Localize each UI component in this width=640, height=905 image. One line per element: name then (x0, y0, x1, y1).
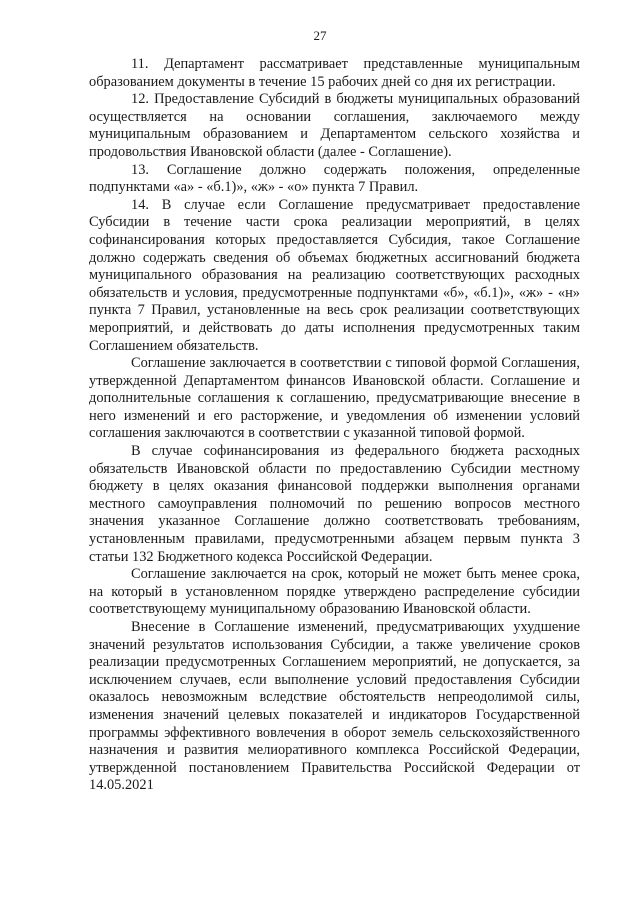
paragraph-agreement-form: Соглашение заключается в соответствии с типовой формой Соглашения, утвержденной Департаментом финансов Ивановской области. Соглашение и дополнительные соглашения к соглашению, предусматривающие внесение в него изменений и его расторжение, и уведомления об изменении условий соглашения заключаются в соответствии с указанной типовой формой. (89, 355, 580, 442)
paragraph-12: 12. Предоставление Субсидий в бюджеты муниципальных образований осуществляется на основании соглашения, заключаемого между муниципальным образованием и Департаментом сельского хозяйства и продовольствия Ивановской области (далее - Соглашение). (89, 91, 580, 160)
paragraph-agreement-changes: Внесение в Соглашение изменений, предусматривающих ухудшение значений результатов использования Субсидии, а также увеличение сроков реализации предусмотренных Соглашением мероприятий, не допускается, за исключением случаев, если выполнение условий предоставления Субсидии оказалось невозможным вследствие обстоятельств непреодолимой силы, изменения значений целевых показателей и индикаторов Государственной программы эффективного вовлечения в оборот земель сельскохозяйственного назначения и развития мелиоративного комплекса Российской Федерации, утвержденной постановлением Правительства Российской Федерации от 14.05.2021 (89, 619, 580, 794)
paragraph-agreement-term: Соглашение заключается на срок, который не может быть менее срока, на который в установленном порядке утверждено распределение субсидии соответствующему муниципальному образованию Ивановской области. (89, 566, 580, 618)
paragraph-14: 14. В случае если Соглашение предусматривает предоставление Субсидии в течение части срока реализации мероприятий, в целях софинансирования которых предоставляется Субсидия, такое Соглашение должно содержать сведения об объемах бюджетных ассигнований бюджета муниципального образования на реализацию соответствующих расходных обязательств и условия, предусмотренные подпунктами «б», «б.1)», «ж» - «н» пункта 7 Правил, установленные на весь срок реализации соответствующих мероприятий, и действовать до даты исполнения предусмотренных таким Соглашением обязательств. (89, 196, 580, 354)
document-body (89, 56, 580, 795)
paragraph-federal-cofinancing: В случае софинансирования из федерального бюджета расходных обязательств Ивановской области по предоставлению Субсидии местному бюджету в целях оказания финансовой поддержки выполнения органами местного самоуправления полномочий по решению вопросов местного значения указанное Соглашение должно соответствовать требованиям, установленным правилами, предусмотренными абзацем первым пункта 3 статьи 132 Бюджетного кодекса Российской Федерации. (89, 443, 580, 565)
page-number: 27 (313, 28, 327, 43)
paragraph-11: 11. Департамент рассматривает представленные муниципальным образованием документы в течение 15 рабочих дней со дня их регистрации. (89, 56, 580, 90)
paragraph-13: 13. Соглашение должно содержать положения, определенные подпунктами «а» - «б.1)», «ж» - «о» пункта 7 Правил. (89, 161, 580, 196)
